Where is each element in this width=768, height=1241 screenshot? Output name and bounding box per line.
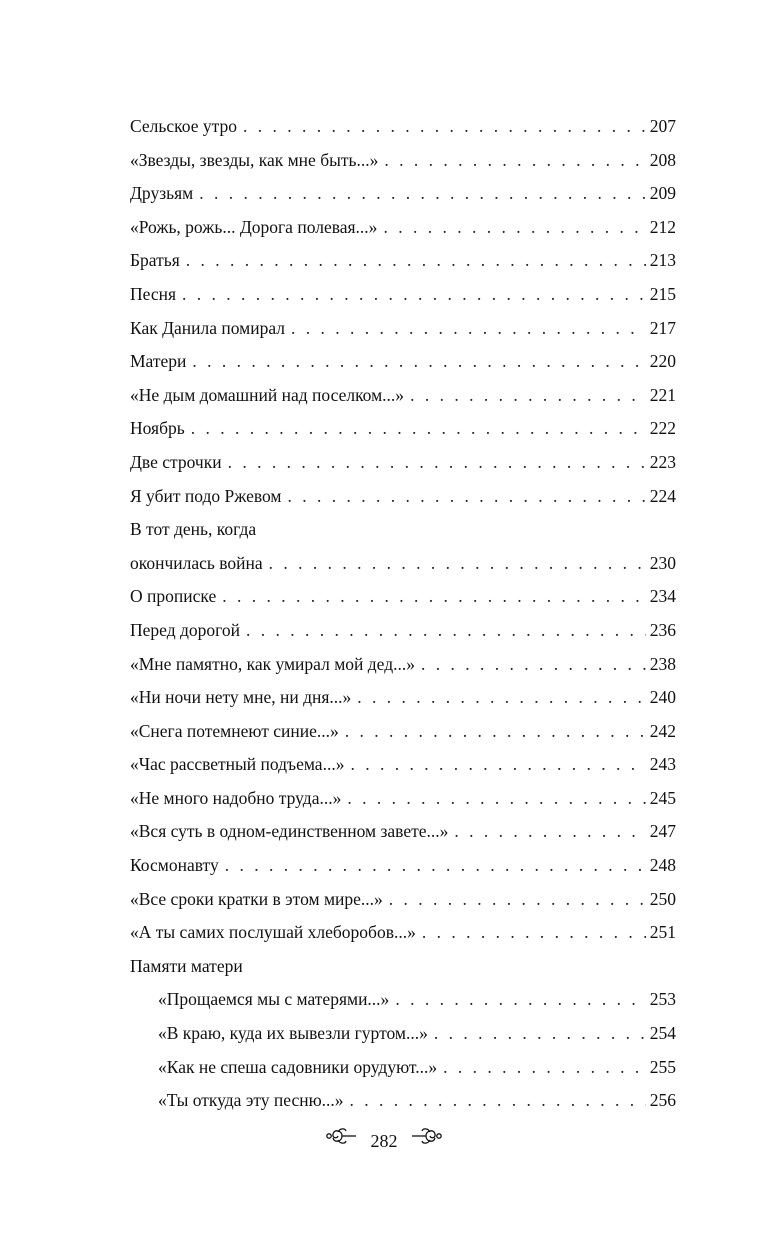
- toc-entry-title: окончилась война: [130, 552, 263, 573]
- toc-entry: [130, 547, 676, 581]
- toc-entry: [130, 345, 676, 379]
- toc-entry-title: «Не дым домашний над поселком...»: [130, 384, 405, 405]
- toc-entry: [130, 244, 676, 278]
- toc-entry: [130, 144, 676, 178]
- dot-leader: [345, 715, 646, 749]
- toc-entry-title: Песня: [130, 283, 177, 304]
- toc-entry-title: «Не много надобно труда...»: [130, 787, 342, 808]
- dot-leader: [186, 244, 646, 278]
- floral-ornament-icon: [410, 1125, 444, 1156]
- toc-entry-title: Две строчки: [130, 451, 222, 472]
- toc-entry-title: «Ни ночи нету мне, ни дня...»: [130, 687, 352, 708]
- toc-entry-title: «Рожь, рожь... Дорога полевая...»: [130, 216, 378, 237]
- toc-entry-page: 248: [649, 855, 676, 876]
- toc-entry-page: 224: [649, 485, 676, 506]
- toc-entry-title: Перед дорогой: [130, 619, 240, 640]
- dot-leader: [269, 547, 646, 581]
- toc-entry-page: 212: [649, 216, 676, 237]
- toc-entry-title: «Вся суть в одном-единственном завете...»: [130, 821, 449, 842]
- dot-leader: [395, 983, 646, 1017]
- dot-leader: [434, 1017, 646, 1051]
- toc-entry-page: 234: [649, 586, 676, 607]
- toc-entry-title: Как Данила помирал: [130, 317, 286, 338]
- toc-entry-page: 240: [649, 687, 676, 708]
- dot-leader: [243, 110, 646, 144]
- toc-entry-page: 222: [649, 418, 676, 439]
- toc-entry-page: 230: [649, 552, 676, 573]
- toc-entry-title: Я убит подо Ржевом: [130, 485, 282, 506]
- toc-entry-title: «Ты откуда эту песню...»: [158, 1090, 344, 1111]
- toc-entry-heading: [130, 513, 676, 547]
- toc-entry: [130, 177, 676, 211]
- toc-entry-title: «В краю, куда их вывезли гуртом...»: [158, 1023, 428, 1044]
- dot-leader: [357, 681, 646, 715]
- dot-leader: [191, 412, 646, 446]
- dot-leader: [422, 916, 646, 950]
- toc-entry: [130, 715, 676, 749]
- toc-entry: [130, 446, 676, 480]
- toc-entry-title: «Мне памятно, как умирал мой дед...»: [130, 653, 415, 674]
- toc-entry: [130, 480, 676, 514]
- toc-entry: [130, 815, 676, 849]
- dot-leader: [383, 211, 646, 245]
- toc-entry-title: Ноябрь: [130, 418, 185, 439]
- dot-leader: [246, 614, 646, 648]
- dot-leader: [350, 1084, 646, 1118]
- toc-entry-page: 254: [649, 1023, 676, 1044]
- toc-entry-title: Друзьям: [130, 183, 194, 204]
- toc-entry-page: 253: [649, 989, 676, 1010]
- dot-leader: [421, 648, 646, 682]
- toc-entry: [130, 849, 676, 883]
- toc-entry-title: О прописке: [130, 586, 217, 607]
- toc-entry-page: 217: [649, 317, 676, 338]
- toc-entry-page: 213: [649, 250, 676, 271]
- floral-ornament-icon: [324, 1125, 358, 1156]
- dot-leader: [225, 849, 646, 883]
- dot-leader: [347, 782, 646, 816]
- dot-leader: [410, 379, 646, 413]
- toc-subentry: [130, 1084, 676, 1118]
- toc-entry-title: Сельское утро: [130, 116, 237, 136]
- toc-entry-page: 242: [649, 720, 676, 741]
- dot-leader: [454, 815, 646, 849]
- toc-entry: [130, 580, 676, 614]
- toc-entry-title: Памяти матери: [130, 955, 243, 976]
- toc-entry: [130, 278, 676, 312]
- toc-entry-page: 251: [649, 922, 676, 943]
- page-number: 282: [370, 1130, 398, 1151]
- toc-entry: [130, 916, 676, 950]
- toc-entry-page: 207: [649, 116, 676, 136]
- dot-leader: [288, 480, 647, 514]
- toc-subentry: [130, 1017, 676, 1051]
- toc-entry-title: Матери: [130, 351, 187, 372]
- toc-entry-page: 236: [649, 619, 676, 640]
- toc-entry: [130, 614, 676, 648]
- toc-entry-page: 247: [649, 821, 676, 842]
- dot-leader: [192, 345, 646, 379]
- toc-entry-title: Братья: [130, 250, 180, 271]
- toc-entry-title: «Все сроки кратки в этом мире...»: [130, 888, 383, 909]
- toc-entry-title: Космонавту: [130, 855, 219, 876]
- toc-entry: [130, 681, 676, 715]
- dot-leader: [222, 580, 646, 614]
- toc-entry-page: 243: [649, 754, 676, 775]
- toc-entry-page: 209: [649, 183, 676, 204]
- toc-entry-title: «А ты самих послушай хлеборобов...»: [130, 922, 416, 943]
- toc-entry: [130, 379, 676, 413]
- dot-leader: [443, 1051, 646, 1085]
- toc-subentry: [130, 1051, 676, 1085]
- toc-entry-page: 245: [649, 787, 676, 808]
- toc-entry: [130, 648, 676, 682]
- toc-entry: [130, 748, 676, 782]
- toc-entry-page: 215: [649, 283, 676, 304]
- toc-entry: [130, 782, 676, 816]
- table-of-contents: [130, 110, 676, 1118]
- dot-leader: [389, 883, 646, 917]
- toc-entry: [130, 883, 676, 917]
- toc-entry-title: «Прощаемся мы с матерями...»: [158, 989, 390, 1010]
- toc-entry-title: «Снега потемнеют синие...»: [130, 720, 339, 741]
- toc-entry: [130, 412, 676, 446]
- toc-entry-page: 208: [649, 149, 676, 170]
- toc-entry-page: 256: [649, 1090, 676, 1111]
- toc-entry-page: 221: [649, 384, 676, 405]
- toc-entry-page: 255: [649, 1056, 676, 1077]
- toc-subentry: [130, 983, 676, 1017]
- dot-leader: [182, 278, 646, 312]
- toc-entry-page: 223: [649, 451, 676, 472]
- dot-leader: [199, 177, 646, 211]
- dot-leader: [384, 144, 646, 178]
- toc-entry-title: «Как не спеша садовники орудуют...»: [158, 1056, 438, 1077]
- dot-leader: [228, 446, 646, 480]
- toc-entry: [130, 110, 676, 144]
- toc-entry-title: «Час рассветный подъема...»: [130, 754, 345, 775]
- page-footer: [0, 1124, 768, 1156]
- toc-entry-page: 238: [649, 653, 676, 674]
- toc-entry-page: 250: [649, 888, 676, 909]
- toc-entry-page: 220: [649, 351, 676, 372]
- toc-entry-title: «Звезды, звезды, как мне быть...»: [130, 149, 379, 170]
- toc-entry-title: В тот день, когда: [130, 519, 257, 540]
- dot-leader: [291, 312, 646, 346]
- toc-section-heading: [130, 950, 676, 984]
- toc-entry: [130, 211, 676, 245]
- dot-leader: [350, 748, 646, 782]
- toc-entry: [130, 312, 676, 346]
